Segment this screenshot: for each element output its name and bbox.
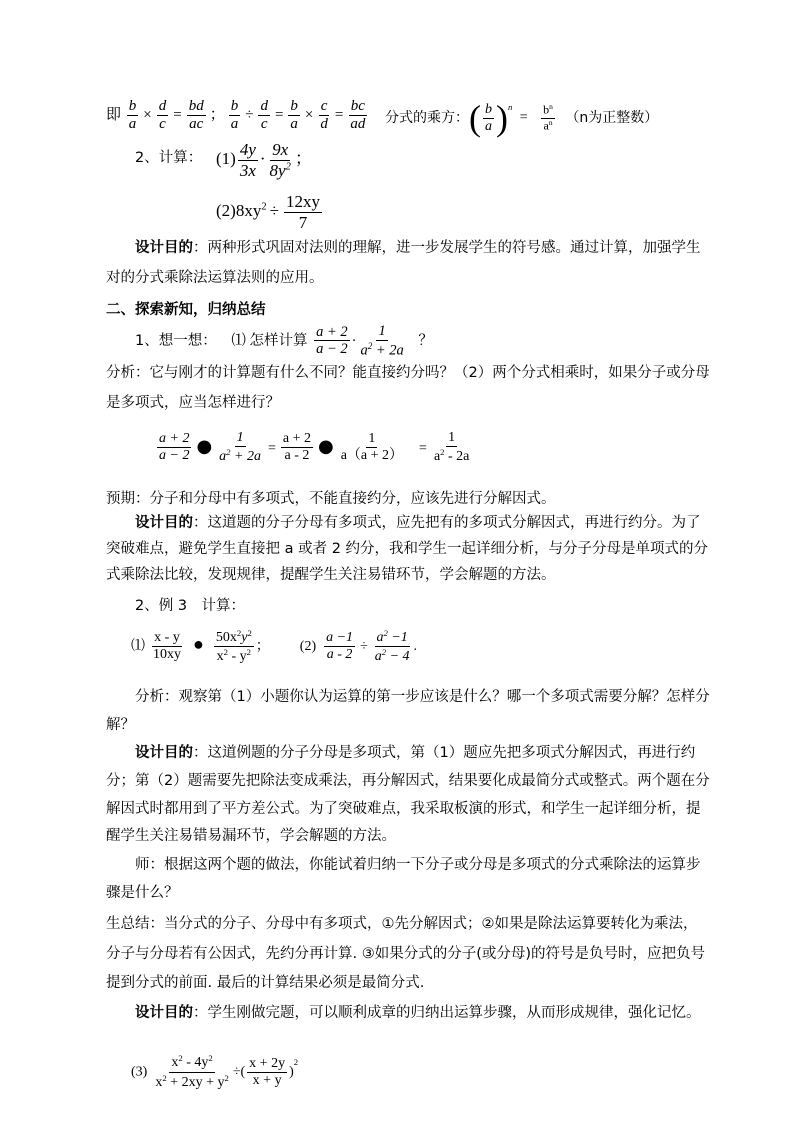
prediction: 预期：分子和分母中有多项式，不能直接约分，应该先进行分解因式。	[106, 491, 556, 507]
exponent: n	[508, 102, 513, 112]
fraction: $\frac{1}{a^2 + 2a}$	[219, 430, 261, 465]
rule-prefix: 即	[106, 107, 122, 124]
fraction: $\frac{d}{c}$	[260, 98, 268, 133]
analysis-2: 分析：观察第（1）小题你认为运算的第一步应该是什么？哪一个多项式需要分解？怎样分	[135, 689, 710, 705]
fraction: $\frac{b}{a}$	[230, 98, 239, 133]
design-purpose-2-cont: 式乘除法比较，发现规律，提醒学生关注易错环节，学会解题的方法。	[106, 567, 556, 583]
fraction: $\frac{d}{c}$	[158, 98, 167, 133]
design-purpose-1: 设计目的：两种形式巩固对法则的理解，进一步发展学生的符号感。通过计算，加强学生	[135, 240, 701, 256]
design-purpose-3-cont: 醒学生关注易错易漏环节，学会解题的方法。	[106, 828, 396, 844]
fraction: $\frac{b^n}{a^n}$	[543, 102, 553, 133]
design-label: 设计目的	[135, 745, 193, 761]
design-label: 设计目的	[135, 515, 193, 531]
rule-separator: ；	[209, 107, 225, 124]
fraction: $\frac{b}{a}$	[485, 101, 492, 134]
fraction: $\frac{12xy}{7}$	[285, 192, 320, 232]
think-question: 1、想一想： ⑴ 怎样计算 $\frac{a + 2}{a - 2}$ · $\frac{1}{a^2 + 2a}$ ？	[135, 323, 433, 359]
student-summary-cont: 分子与分母若有公因式，先约分再计算. ③如果分式的分子(或分母)的符号是负号时，应把负号	[106, 946, 706, 962]
calc-problem-1: (1) $\frac{4y}{3x}$ · $\frac{9x}{8y^2}$ ；	[216, 140, 312, 180]
fraction: $\frac{a^2 -1}{a^2 - 4}$	[374, 628, 410, 665]
student-summary-cont: 提到分式的前面. 最后的计算结果必须是最简分式.	[106, 975, 425, 991]
design-label: 设计目的	[135, 1005, 193, 1021]
fraction: $\frac{9x}{8y^2}$	[269, 140, 291, 180]
design-purpose-3-cont: 解因式时都用到了平方差公式。为了突破难点，我采取板演的形式，和学生一起详细分析，提	[106, 801, 701, 817]
power-rule: 分式的乘方：( $\frac{b}{a}$ )$^n$ = $\frac{b^n}{a^n}$ （n为正整数）	[385, 98, 659, 139]
design-purpose-4: 设计目的：学生刚做完题，可以顺利成章的归纳出运算步骤，从而形成规律，强化记忆。	[135, 1005, 701, 1021]
fraction: $\frac{bc}{ad}$	[350, 98, 366, 133]
fraction: $\frac{a -1}{a - 2}$	[326, 630, 354, 663]
fraction: $\frac{x - y}{10xy}$	[153, 630, 181, 663]
design-label: 设计目的	[135, 240, 193, 256]
fraction: $\frac{b}{a}$	[128, 98, 137, 133]
power-label: 分式的乘方：	[385, 110, 469, 127]
student-summary: 生总结：当分式的分子、分母中有多项式，①先分解因式；②如果是除法运算要转化为乘法，	[106, 916, 698, 932]
fraction: $\frac{x + 2y}{x + y}$	[249, 1055, 286, 1088]
design-purpose-3: 设计目的：这道例题的分子分母是多项式，第（1）题应先把多项式分解因式，再进行约	[135, 745, 696, 761]
design-purpose-2: 设计目的：这道题的分子分母有多项式，应先把有的多项式分解因式，再进行约分。为了	[135, 515, 701, 531]
design-purpose-2-cont: 突破难点，避免学生直接把 a 或者 2 约分，我和学生一起详细分析，与分子分母是单项式的分	[106, 541, 709, 557]
analysis-1: 分析：它与刚才的计算题有什么不同？能直接约分吗？（2）两个分式相乘时，如果分子或分母	[106, 365, 710, 381]
design-purpose-3-cont: 分；第（2）题需要先把除法变成乘法，再分解因式，结果要化成最简分式或整式。两个题在分	[106, 773, 710, 789]
teacher-question-cont: 骤是什么？	[106, 885, 179, 901]
problem-3: (3) $\frac{x^2 - 4y^2}{x^2 + 2xy + y^2}$ ÷( $\frac{x + 2y}{x + y}$ )$^2$	[131, 1053, 299, 1090]
chain-computation: $\frac{a + 2}{a - 2}$ ● $\frac{1}{a^2 + 2a}$ = $\frac{a + 2}{a - 2}$ ● $\frac{1}{a(a + 2)}$ = $\frac{1}{a^2 - 2a}$	[159, 430, 470, 465]
power-note: （n为正整数）	[565, 110, 659, 127]
rule-line: 即 $\frac{b}{a}$ × $\frac{d}{c}$ = $\frac{bd}{ac}$ ； $\frac{b}{a}$ ÷ $\frac{d}{c}$ = $\frac{b}{a}$ × $\frac{c}{d}$ = $\frac{bc}{ad}$	[106, 98, 366, 133]
analysis-2-cont: 解？	[106, 717, 135, 733]
analysis-1-cont: 是多项式，应当怎样进行？	[106, 395, 280, 411]
fraction: $\frac{a + 2}{a - 2}$	[159, 431, 190, 464]
fraction: $\frac{b}{a}$	[290, 98, 298, 133]
teacher-question: 师：根据这两个题的做法，你能试着归纳一下分子或分母是多项式的分式乘除法的运算步	[135, 857, 701, 873]
fraction: $\frac{1}{a(a + 2)}$	[340, 431, 404, 464]
design-purpose-1-cont: 对的分式乘除法运算法则的应用。	[106, 270, 324, 286]
fraction: $\frac{50x^2y^2}{x^2 - y^2}$	[215, 628, 252, 665]
fraction: $\frac{4y}{3x}$	[239, 140, 256, 180]
fraction: $\frac{x^2 - 4y^2}{x^2 + 2xy + y^2}$	[155, 1053, 229, 1090]
example-problems: ⑴ $\frac{x - y}{10xy}$ ● $\frac{50x^2y^2}{x^2 - y^2}$ ； (2) $\frac{a -1}{a - 2}$ ÷ $\frac{a^2 -1}{a^2 - 4}$ .	[131, 628, 418, 665]
calc-problem-2: $(2)8xy^2$ ÷ $\frac{12xy}{7}$	[216, 192, 320, 232]
section-title: 二、探索新知，归纳总结	[106, 302, 266, 318]
fraction: $\frac{1}{a^2 - 2a}$	[433, 430, 470, 465]
calc-label: 2、计算：	[135, 150, 203, 166]
fraction: $\frac{c}{d}$	[320, 98, 328, 133]
fraction: $\frac{a + 2}{a - 2}$	[316, 323, 348, 358]
fraction: $\frac{bd}{ac}$	[188, 98, 204, 133]
example-label: 2、例 3 计算：	[135, 598, 246, 614]
fraction: $\frac{a + 2}{a - 2}$	[282, 431, 311, 464]
fraction: $\frac{1}{a^2 + 2a}$	[360, 323, 404, 359]
